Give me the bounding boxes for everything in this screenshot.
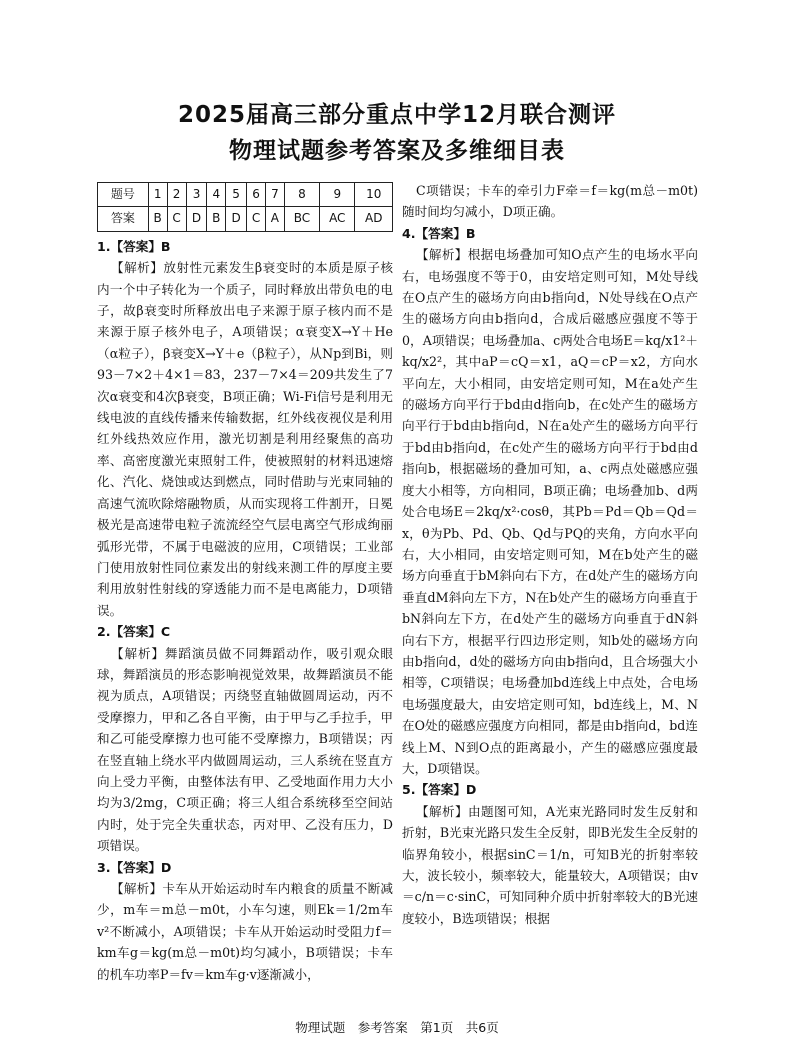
explanation-3: 【解析】卡车从开始运动时车内粮食的质量不断减少，m车＝m总－m0t，小车匀速，则Ek＝1/2m车v²不断减小，A项错误；卡车从开始运动时受阻力f＝km车g＝kg(m总－m0t)均匀减小，B项错误；卡车的机车功率P＝fv＝km车g·v逐渐减小，: [97, 881, 393, 982]
table-cell: 1: [148, 183, 167, 207]
table-row: [98, 183, 393, 207]
table-cell: B: [207, 207, 226, 231]
left-column: [97, 180, 393, 985]
explanation-4: 【解析】根据电场叠加可知O点产生的电场水平向右，电场强度不等于0，由安培定则可知，M处导线在O点产生的磁场方向由b指向d，N处导线在O点产生的磁场方向由b指向d，合成后磁感应强度不等于0，A项错误；电场叠加a、c两处合电场E＝kq/x1²＋kq/x2²，其中aP＝cQ＝x1，aQ＝cP＝x2，方向水平向左，大小相同，由安培定则可知，M在a处产生的磁场方向平行于bd由d指向b，在c处产生的磁场方向平行于bd由b指向d，N在a处产生的磁场方向平行于bd由b指向d，在c处产生的磁场方向平行于bd由d指向b，根据磁场的叠加可知，a、c两点处磁感应强度大小相等，方向相同，B项正确；电场叠加b、d两处合电场E＝2kq/x²·cosθ，其Pb＝Pd＝Qb＝Qd＝x，θ为Pb、Pd、Qb、Qd与PQ的夹角，方向水平向右，大小相同，由安培定则可知，M在b处产生的磁场方向垂直于bM斜向右下方，在d处产生的磁场方向垂直dM斜向左下方，N在b处产生的磁场方向垂直于bN斜向左下方，在d处产生的磁场方向垂直于dN斜向右下方，根据平行四边形定则，知b处的磁场方向由b指向d，d处的磁场方向由b指向d，且合场强大小相等，C项错误；电场叠加bd连线上中点处，合电场电场强度最大，由安培定则可知，bd连线上，M、N在O处的磁感应强度方向相同，都是由b指向d，bd连线上M、N到O点的距离最小，产生的磁感应强度最大，D项错误。: [402, 247, 698, 776]
table-cell: 2: [167, 183, 186, 207]
explanation-3-cont: C项错误；卡车的牵引力F牵＝f＝kg(m总－m0t)随时间均匀减小，D项正确。: [402, 183, 698, 220]
explanation-1: 【解析】放射性元素发生β衰变时的本质是原子核内一个中子转化为一个质子，同时释放出带负电的电子，故β衰变时所释放出电子来源于原子核内而不是来源于原子核外电子，A项错误；α衰变X→Y＋He（α粒子），β衰变X→Y＋e（β粒子），从Np到Bi，则93－7×2＋4×1＝83，237－7×4＝209共发生了7次α衰变和4次β衰变，B项正确；Wi-Fi信号是利用无线电波的直线传播来传输数据，红外线夜视仪是利用红外线热效应作用，激光切割是利用经聚焦的高功率、高密度激光束照射工件，使被照射的材料迅速熔化、汽化、烧蚀或达到燃点，同时借助与光束同轴的高速气流吹除熔融物质，从而实现将工件割开，日冕极光是高速带电粒子流流经空气层电离空气形成绚丽弧形光带，不属于电磁波的应用，C项错误；工业部门使用放射性同位素发出的射线来测工件的厚度主要利用放射性射线的穿透能力而不是电离能力，D项错误。: [97, 260, 393, 618]
page-footer: 物理试题 参考答案 第1页 共6页: [295, 1020, 499, 1035]
answer-heading-4: 4.【答案】B: [402, 225, 476, 241]
answer-heading-1: 1.【答案】B: [97, 238, 171, 254]
table-cell: AC: [320, 207, 355, 231]
table-cell: 6: [246, 183, 265, 207]
page-title: 2025届高三部分重点中学12月联合测评: [177, 102, 617, 128]
explanation-5: 【解析】由题图可知，A光束光路同时发生反射和折射，B光束光路只发生全反射，即B光发生全反射的临界角较小，根据sinC＝1/n，可知B光的折射率较大，波长较小，频率较大，能量较大，A项错误；由v＝c/n＝c·sinC，可知同种介质中折射率较大的B光速度较小，B选项错误；根据: [402, 803, 698, 926]
table-cell: A: [266, 207, 285, 231]
table-cell: 8: [284, 183, 319, 207]
table-cell: D: [186, 207, 207, 231]
table-row: [98, 207, 393, 231]
right-column: [402, 180, 698, 929]
answer-heading-5: 5.【答案】D: [402, 782, 477, 798]
table-cell: 答案: [98, 207, 149, 231]
table-cell: 7: [266, 183, 285, 207]
table-cell: C: [167, 207, 186, 231]
table-cell: 3: [186, 183, 207, 207]
table-cell: 9: [320, 183, 355, 207]
table-cell: 题号: [98, 183, 149, 207]
answer-heading-2: 2.【答案】C: [97, 624, 171, 640]
table-cell: 5: [226, 183, 247, 207]
answer-key-table: [97, 182, 393, 232]
table-cell: B: [148, 207, 167, 231]
table-cell: C: [246, 207, 265, 231]
page-subtitle: 物理试题参考答案及多维细目表: [229, 138, 565, 164]
table-cell: 10: [355, 183, 393, 207]
answer-heading-3: 3.【答案】D: [97, 859, 172, 875]
table-cell: 4: [207, 183, 226, 207]
table-cell: BC: [284, 207, 319, 231]
explanation-2: 【解析】舞蹈演员做不同舞蹈动作，吸引观众眼球，舞蹈演员的形态影响视觉效果，故舞蹈演员不能视为质点，A项错误；丙绕竖直轴做圆周运动，丙不受摩擦力，甲和乙各自平衡，由于甲与乙手拉手，甲和乙可能受摩擦力也可能不受摩擦力，B项错误；丙在竖直轴上绕水平内做圆周运动，三人系统在竖直方向上受力平衡，由整体法有甲、乙受地面作用力大小均为3/2mg，C项正确；将三人组合系统移至空间站内时，处于完全失重状态，丙对甲、乙没有压力，D项错误。: [97, 645, 393, 854]
table-cell: D: [226, 207, 247, 231]
table-cell: AD: [355, 207, 393, 231]
